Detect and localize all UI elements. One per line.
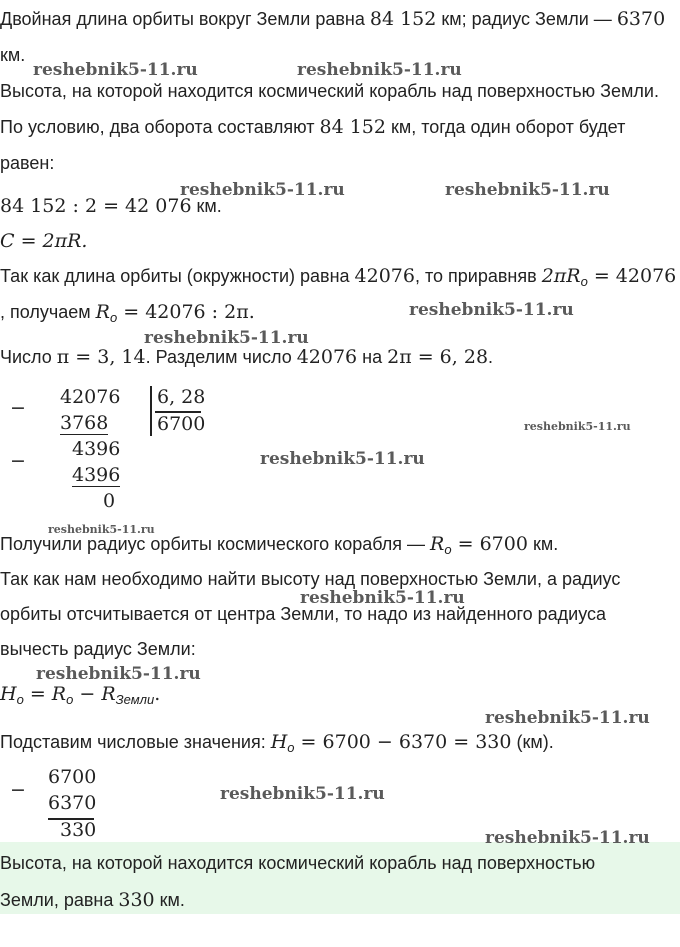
minuend: 6700 bbox=[48, 766, 97, 788]
watermark: reshebnik5-11.ru bbox=[485, 708, 650, 728]
solution-line-2: равен: bbox=[0, 153, 55, 173]
division-remainder-2: 0 bbox=[103, 490, 116, 512]
watermark: reshebnik5-11.ru bbox=[260, 449, 425, 469]
one-orbit-equation: 84 152 : 2 = 42 076 км. bbox=[0, 195, 222, 217]
watermark: reshebnik5-11.ru bbox=[297, 60, 462, 80]
answer-line-2: Земли, равна 330 км. bbox=[0, 889, 185, 911]
equate-line: Так как длина орбиты (окружности) равна 42076, то приравняв $2\pi R_o = 42076$ bbox=[0, 265, 677, 289]
division-bar bbox=[150, 386, 152, 436]
find-line: Высота, на которой находится космический корабль над поверхностью Земли. bbox=[0, 81, 659, 101]
answer-line-1: Высота, на которой находится космический корабль над поверхностью bbox=[0, 853, 596, 873]
explanation-line-1: Так как нам необходимо найти высоту над поверхностью Земли, а радиус bbox=[0, 569, 621, 589]
subtraction-minus: − bbox=[10, 779, 26, 801]
orbit-radius-result: Получили радиус орбиты космического корабля — $R_o = 6700$ км. bbox=[0, 533, 559, 557]
watermark: reshebnik5-11.ru bbox=[144, 328, 309, 348]
difference: 330 bbox=[60, 819, 97, 841]
explanation-line-3: вычесть радиус Земли: bbox=[0, 639, 196, 659]
watermark: reshebnik5-11.ru bbox=[180, 180, 345, 200]
divisor: 6, 28 bbox=[157, 386, 206, 408]
circumference-formula: C = 2πR. bbox=[0, 230, 88, 252]
substitution-line: Подставим числовые значения: $H_o = 6700 - 6370 = 330$ (км). bbox=[0, 731, 554, 755]
division-minus-1: − bbox=[10, 397, 26, 419]
quotient: 6700 bbox=[157, 413, 206, 435]
watermark: reshebnik5-11.ru bbox=[220, 784, 385, 804]
division-remainder-1: 4396 bbox=[72, 438, 121, 460]
watermark: reshebnik5-11.ru bbox=[33, 60, 198, 80]
watermark: reshebnik5-11.ru bbox=[485, 828, 650, 848]
height-formula: $H_o = R_o - R_{Земли}$. bbox=[0, 683, 161, 707]
watermark: reshebnik5-11.ru bbox=[36, 664, 201, 684]
dividend: 42076 bbox=[60, 386, 121, 408]
given-orbit-line: Двойная длина орбиты вокруг Земли равна 84 152 км; радиус Земли — 6370 bbox=[0, 8, 666, 30]
division-subtrahend-2: 4396 bbox=[72, 464, 121, 486]
watermark: reshebnik5-11.ru bbox=[445, 180, 610, 200]
watermark: reshebnik5-11.ru bbox=[409, 300, 574, 320]
pi-line: Число π = 3, 14. Разделим число 42076 на 2π = 6, 28. bbox=[0, 346, 494, 368]
solution-line-1: По условию, два оборота составляют 84 152 км, тогда один оборот будет bbox=[0, 116, 626, 138]
watermark: reshebnik5-11.ru bbox=[300, 588, 465, 608]
given-km-line: км. bbox=[0, 45, 26, 65]
watermark: reshebnik5-11.ru bbox=[48, 523, 155, 536]
explanation-line-2: орбиты отсчитывается от центра Земли, то надо из найденного радиуса bbox=[0, 604, 607, 624]
division-subtrahend-1: 3768 bbox=[60, 412, 109, 434]
watermark: reshebnik5-11.ru bbox=[524, 420, 631, 433]
subtrahend: 6370 bbox=[48, 792, 97, 814]
radius-expression: , получаем $R_o = 42076$ : 2π. bbox=[0, 301, 255, 325]
division-minus-2: − bbox=[10, 450, 26, 472]
